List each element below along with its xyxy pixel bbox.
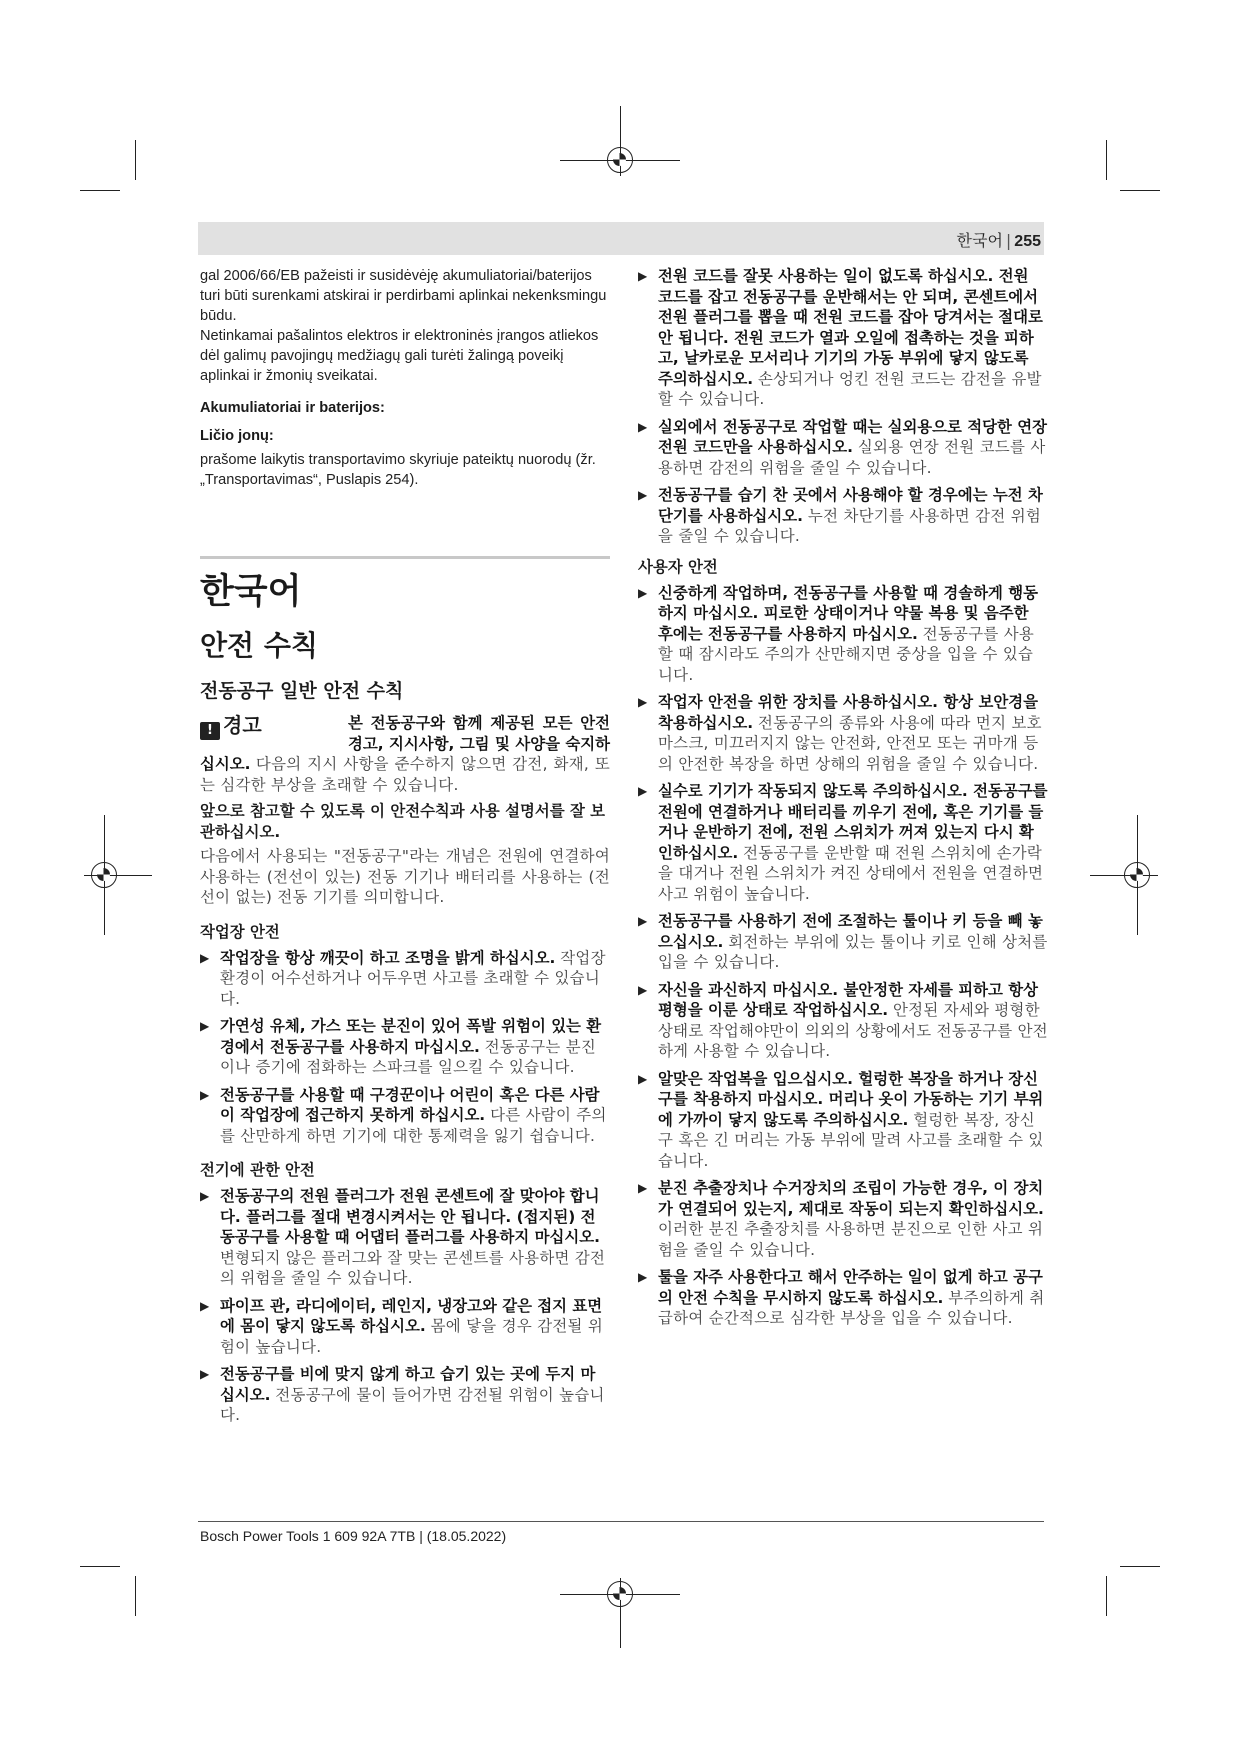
list-item xyxy=(200,1085,610,1147)
page-footer: Bosch Power Tools 1 609 92A 7TB | (18.05.2022) xyxy=(200,1528,507,1544)
list-item xyxy=(638,1069,1048,1172)
lt-paragraph: prašome laikytis transportavimo skyriuje pateiktų nuorodų (žr. „Transportavimas“, Puslapis 254). xyxy=(200,452,596,488)
item-bold: 가연성 유체, 가스 또는 분진이 있어 폭발 위험이 있는 환경에서 전동공구를 사용하지 마십시오. xyxy=(220,1017,602,1056)
item-bold: 전동공구를 사용할 때 구경꾼이나 어린이 혹은 다른 사람이 작업장에 접근하지 못하게 하십시오. xyxy=(220,1085,600,1124)
definition-paragraph: 다음에서 사용되는 "전동공구"라는 개념은 전원에 연결하여 사용하는 (전선이 있는) 전동 기기나 배터리를 사용하는 (전선이 없는) 전동 기기를 의미합니다. xyxy=(200,847,610,906)
list-item xyxy=(200,1296,610,1358)
bullet-triangle-icon: ▶ xyxy=(200,1298,210,1313)
crop-mark xyxy=(1106,140,1107,180)
header-language: 한국어 xyxy=(956,231,1003,250)
warning-bold-text: 본 전동공구와 함께 제공된 모든 안전경고, 지시사항, 그림 및 사양을 숙지하십시오. xyxy=(200,714,610,773)
warning-label-text: 경고 xyxy=(223,713,262,737)
bullet-triangle-icon: ▶ xyxy=(200,1019,210,1033)
item-bold: 분진 추출장치나 수거장치의 조립이 가능한 경우, 이 장치가 연결되어 있는지, 제대로 작동이 되는지 확인하십시오. xyxy=(658,1179,1044,1218)
bullet-triangle-icon: ▶ xyxy=(638,784,648,798)
item-bold: 알맞은 작업복을 입으십시오. 헐렁한 복장을 하거나 장신구를 착용하지 마십시오. 머리나 옷이 가동하는 기기 부위에 가까이 닿지 않도록 주의하십시오. xyxy=(658,1069,1044,1129)
left-column xyxy=(200,266,610,1433)
warning-triangle-icon: ! xyxy=(200,722,220,740)
electrical-list-continued xyxy=(638,266,1048,547)
lt-paragraph: gal 2006/66/EB pažeisti ir susidėvėję akumuliatoriai/baterijos turi būti surenkami atskirai ir perdirbami aplinkai nekenksmingu būdu. xyxy=(200,268,607,324)
item-bold: 전동공구를 비에 맞지 않게 하고 습기 있는 곳에 두지 마십시오. xyxy=(220,1365,596,1404)
item-normal: 전동공구를 운반할 때 전원 스위치에 손가락을 대거나 전원 스위치가 켜진 상태에서 전원을 연결하면 사고 위험이 높습니다. xyxy=(658,843,1044,903)
item-bold: 전동공구의 전원 플러그가 전원 콘센트에 잘 맞아야 합니다. 플러그를 절대 변경시켜서는 안 됩니다. (접지된) 전동공구를 사용할 때 어댑터 플러그를 사용하지 마십시오. xyxy=(220,1187,600,1246)
bullet-triangle-icon: ▶ xyxy=(638,914,648,928)
bullet-triangle-icon: ▶ xyxy=(638,269,648,283)
bullet-triangle-icon: ▶ xyxy=(638,1270,648,1284)
list-item xyxy=(200,1186,610,1289)
list-item xyxy=(638,911,1048,973)
list-item xyxy=(638,781,1048,904)
list-item xyxy=(638,485,1048,547)
page-header xyxy=(957,228,1041,251)
language-title: 한국어 xyxy=(200,572,302,612)
item-bold: 신중하게 작업하며, 전동공구를 사용할 때 경솔하게 행동하지 마십시오. 피로한 상태이거나 약물 복용 및 음주한 후에는 전동공구를 사용하지 마십시오. xyxy=(658,583,1038,643)
crop-mark xyxy=(80,190,120,191)
item-bold: 작업자 안전을 위한 장치를 사용하십시오. 항상 보안경을 착용하십시오. xyxy=(658,693,1038,732)
item-bold: 전원 코드를 잘못 사용하는 일이 없도록 하십시오. 전원 코드를 잡고 전동공구를 운반해서는 안 되며, 콘센트에서 전원 플러그를 뽑을 때 전원 코드를 잡아 당겨서는 절대로 안 됩니다. 전원 코드가 열과 오일에 접촉하는 것을 피하고, 날카로운 모서리나 기기의 가동 부위에 닿지 않도록 주의하십시오. xyxy=(658,267,1043,388)
registration-mark-icon xyxy=(607,1581,633,1607)
item-normal: 작업장 환경이 어수선하거나 어두우면 사고를 초래할 수 있습니다. xyxy=(220,948,606,1008)
item-normal: 회전하는 부위에 있는 툴이나 키로 인해 상처를 입을 수 있습니다. xyxy=(658,932,1048,971)
list-item xyxy=(638,980,1048,1062)
workplace-list xyxy=(200,948,610,1147)
bullet-triangle-icon: ▶ xyxy=(638,1181,648,1195)
bullet-triangle-icon: ▶ xyxy=(638,419,648,434)
item-bold: 실수로 기기가 작동되지 않도록 주의하십시오. 전동공구를 전원에 연결하거나 배터리를 끼우기 전에, 혹은 기기를 들거나 운반하기 전에, 전원 스위치가 꺼져 있는지 다시 확인하십시오. xyxy=(658,782,1048,862)
item-normal: 실외용 연장 전원 코드를 사용하면 감전의 위험을 줄일 수 있습니다. xyxy=(658,438,1046,477)
bullet-triangle-icon: ▶ xyxy=(638,1071,648,1086)
crop-mark xyxy=(80,1566,120,1567)
item-bold: 작업장을 항상 깨끗이 하고 조명을 밝게 하십시오. xyxy=(220,948,556,967)
header-band xyxy=(198,222,1044,255)
right-column xyxy=(638,266,1048,1336)
list-item xyxy=(638,692,1048,774)
warning-label xyxy=(200,713,348,740)
crop-mark xyxy=(135,140,136,180)
bullet-triangle-icon: ▶ xyxy=(200,1087,210,1102)
lt-heading: Ličio jonų: xyxy=(200,428,274,444)
list-item xyxy=(200,1016,610,1078)
lt-heading: Akumuliatoriai ir baterijos: xyxy=(200,400,385,416)
section-divider xyxy=(200,556,610,559)
registration-mark-icon xyxy=(607,147,633,173)
section-title: 안전 수칙 xyxy=(200,629,318,662)
list-item xyxy=(638,417,1048,479)
list-item xyxy=(638,1267,1048,1329)
item-normal: 전동공구에 물이 들어가면 감전될 위험이 높습니다. xyxy=(220,1385,605,1424)
registration-mark-icon xyxy=(91,862,117,888)
warning-normal-text: 다음의 지시 사항을 준수하지 않으면 감전, 화재, 또는 심각한 부상을 초래할 수 있습니다. xyxy=(200,755,610,794)
item-normal: 안정된 자세와 평형한 상태로 작업해야만이 의외의 상황에서도 전동공구를 안전하게 사용할 수 있습니다. xyxy=(658,1001,1048,1060)
item-bold: 자신을 과신하지 마십시오. 불안정한 자세를 피하고 항상 평형을 이룬 상태로 작업하십시오. xyxy=(658,980,1038,1019)
list-item xyxy=(638,1178,1048,1260)
item-normal: 몸에 닿을 경우 감전될 위험이 높습니다. xyxy=(220,1317,604,1356)
item-normal: 변형되지 않은 플러그와 잘 맞는 콘센트를 사용하면 감전의 위험을 줄일 수 있습니다. xyxy=(220,1248,606,1287)
keep-instructions: 앞으로 참고할 수 있도록 이 안전수칙과 사용 설명서를 잘 보관하십시오. xyxy=(200,802,606,841)
registration-mark-icon xyxy=(1124,862,1150,888)
item-bold: 전동공구를 사용하기 전에 조절하는 툴이나 키 등을 빼 놓으십시오. xyxy=(658,912,1043,951)
item-bold: 툴을 자주 사용한다고 해서 안주하는 일이 없게 하고 공구의 안전 수칙을 무시하지 않도록 하십시오. xyxy=(658,1268,1043,1307)
crop-mark xyxy=(135,1576,136,1616)
item-normal: 다른 사람이 주의를 산만하게 하면 기기에 대한 통제력을 잃기 쉽습니다. xyxy=(220,1106,607,1145)
bullet-triangle-icon: ▶ xyxy=(638,982,648,997)
item-normal: 이러한 분진 추출장치를 사용하면 분진으로 인한 사고 위험을 줄일 수 있습니다. xyxy=(658,1220,1044,1259)
item-normal: 전동공구의 종류와 사용에 따라 먼지 보호 마스크, 미끄러지지 않는 안전화, 안전모 또는 귀마개 등의 안전한 복장을 하면 상해의 위험을 줄일 수 있습니다. xyxy=(658,713,1042,773)
crop-mark xyxy=(1120,190,1160,191)
crop-mark xyxy=(1120,1566,1160,1567)
footer-divider xyxy=(198,1521,1044,1522)
bullet-triangle-icon: ▶ xyxy=(200,1367,210,1381)
list-item xyxy=(200,948,610,1010)
item-bold: 전동공구를 습기 찬 곳에서 사용해야 할 경우에는 누전 차단기를 사용하십시오. xyxy=(658,486,1043,525)
list-item xyxy=(638,266,1048,410)
workplace-heading: 작업장 안전 xyxy=(200,922,280,941)
item-normal: 부주의하게 취급하여 순간적으로 심각한 부상을 입을 수 있습니다. xyxy=(658,1288,1045,1327)
bullet-triangle-icon: ▶ xyxy=(638,488,648,502)
bullet-triangle-icon: ▶ xyxy=(200,1189,210,1203)
user-safety-heading: 사용자 안전 xyxy=(638,557,718,576)
bullet-triangle-icon: ▶ xyxy=(638,585,648,600)
item-normal: 전동공구를 사용할 때 잠시라도 주의가 산만해지면 중상을 입을 수 있습니다. xyxy=(658,624,1035,684)
item-normal: 헐렁한 복장, 장신구 혹은 긴 머리는 가동 부위에 말려 사고를 초래할 수 있습니다. xyxy=(658,1110,1044,1170)
electrical-heading: 전기에 관한 안전 xyxy=(200,1161,315,1179)
lt-paragraph: Netinkamai pašalintos elektros ir elektroninės įrangos atliekos dėl galimų pavojingų medžiagų gali turėti žalingą poveikį aplinkai ir žmonių sveikatai. xyxy=(200,328,599,384)
item-bold: 실외에서 전동공구로 작업할 때는 실외용으로 적당한 연장 전원 코드만을 사용하십시오. xyxy=(658,417,1047,456)
electrical-list xyxy=(200,1186,610,1426)
item-normal: 손상되거나 엉킨 전원 코드는 감전을 유발할 수 있습니다. xyxy=(658,369,1042,408)
warning-block xyxy=(200,713,610,795)
bullet-triangle-icon: ▶ xyxy=(638,695,648,709)
item-bold: 파이프 관, 라디에이터, 레인지, 냉장고와 같은 접지 표면에 몸이 닿지 않도록 하십시오. xyxy=(220,1296,603,1335)
bullet-triangle-icon: ▶ xyxy=(200,950,210,965)
crop-mark xyxy=(1106,1576,1107,1616)
user-safety-list xyxy=(638,583,1048,1329)
header-separator: | xyxy=(1005,231,1012,250)
list-item xyxy=(200,1364,610,1426)
item-normal: 전동공구는 분진이나 증기에 점화하는 스파크를 일으킬 수 있습니다. xyxy=(220,1037,597,1076)
list-item xyxy=(638,583,1048,686)
subsection-title: 전동공구 일반 안전 수칙 xyxy=(200,680,404,702)
page-number: 255 xyxy=(1014,233,1041,250)
item-normal: 누전 차단기를 사용하면 감전 위험을 줄일 수 있습니다. xyxy=(658,506,1042,545)
